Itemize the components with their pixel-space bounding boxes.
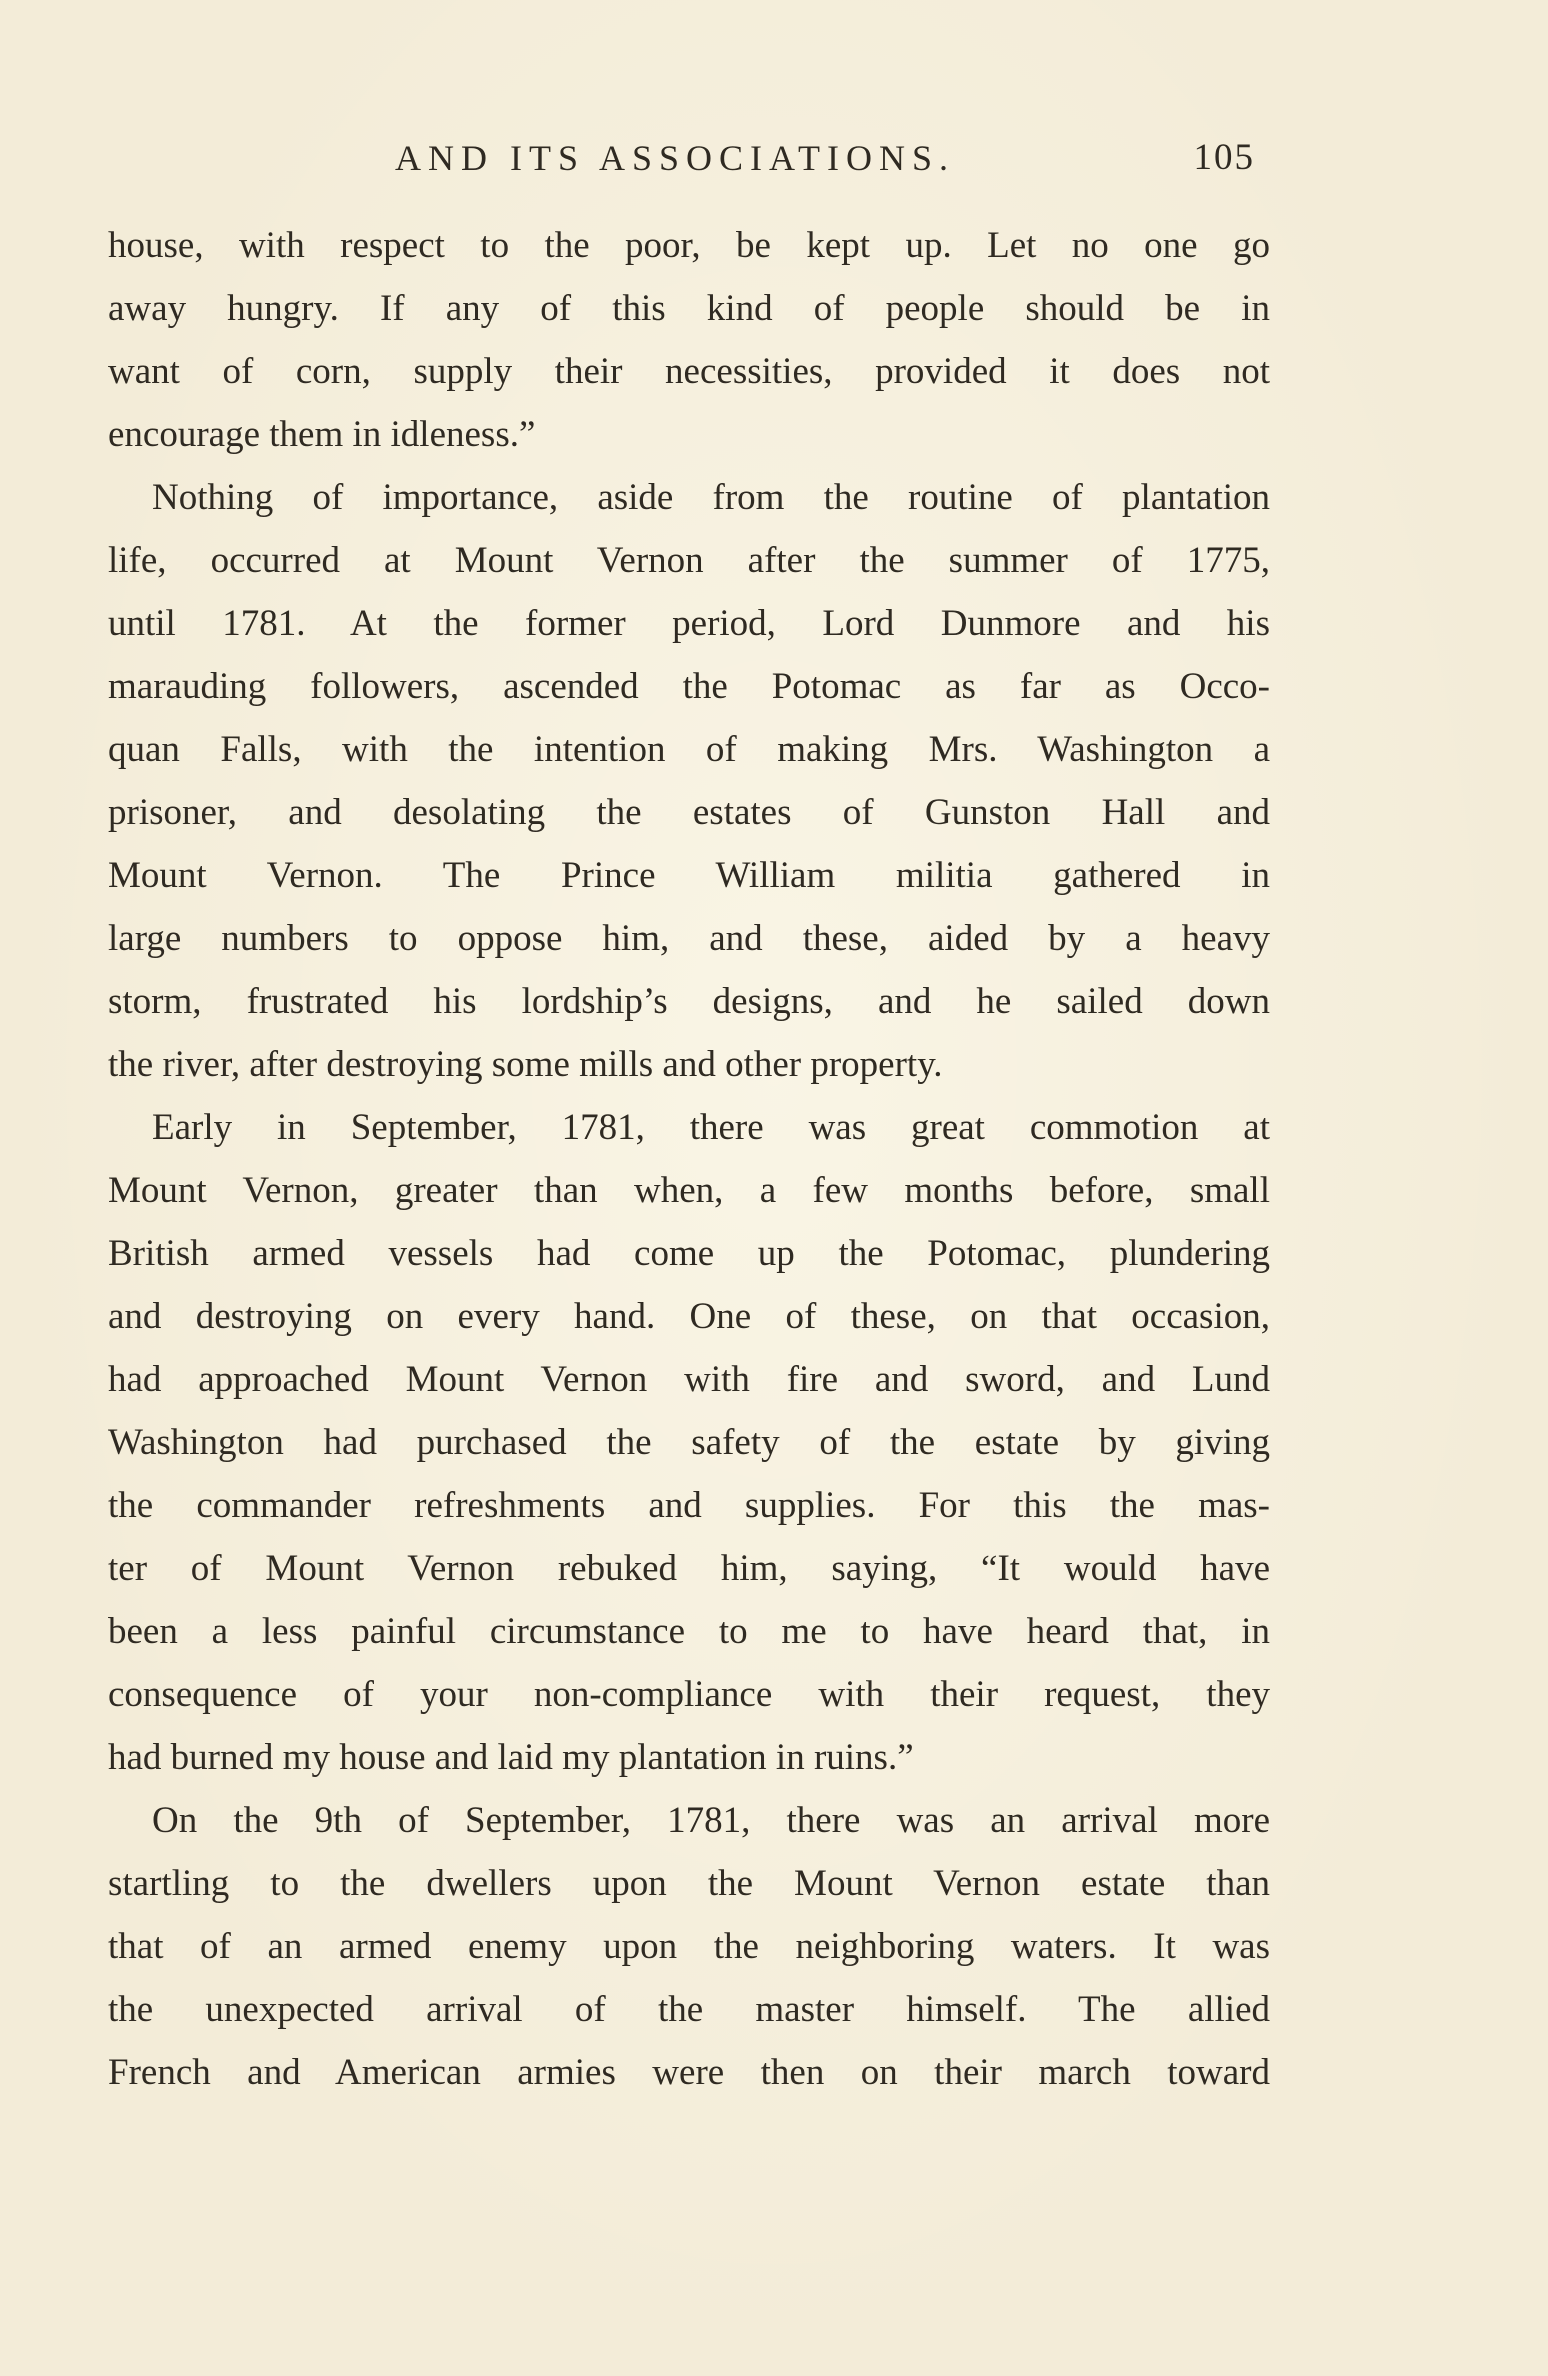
text-line: Mount Vernon. The Prince William militia gathered in (108, 855, 1270, 896)
paragraph-start-line: Nothing of importance, aside from the routine of plantation (152, 477, 1270, 518)
text-line: had approached Mount Vernon with fire and sword, and Lund (108, 1359, 1270, 1400)
text-line: want of corn, supply their necessities, provided it does not (108, 351, 1270, 392)
text-line: the unexpected arrival of the master himself. The allied (108, 1989, 1270, 2030)
paragraph-start-line: On the 9th of September, 1781, there was an arrival more (152, 1800, 1270, 1841)
body-text (108, 214, 1270, 2104)
text-line: encourage them in idleness.” (108, 414, 536, 455)
text-line: marauding followers, ascended the Potomac as far as Occo- (108, 666, 1270, 707)
text-line: been a less painful circumstance to me to have heard that, in (108, 1611, 1270, 1652)
text-line: the river, after destroying some mills and other property. (108, 1044, 943, 1085)
text-line: large numbers to oppose him, and these, aided by a heavy (108, 918, 1270, 959)
text-line: consequence of your non-compliance with their request, they (108, 1674, 1270, 1715)
text-line: had burned my house and laid my plantation in ruins.” (108, 1737, 914, 1778)
text-line: French and American armies were then on their march toward (108, 2052, 1270, 2093)
text-line: storm, frustrated his lordship’s designs, and he sailed down (108, 981, 1270, 1022)
text-line: Washington had purchased the safety of the estate by giving (108, 1422, 1270, 1463)
text-line: startling to the dwellers upon the Mount Vernon estate than (108, 1863, 1270, 1904)
text-line: the commander refreshments and supplies. For this the mas- (108, 1485, 1270, 1526)
text-line: away hungry. If any of this kind of people should be in (108, 288, 1270, 329)
page-header (395, 128, 1255, 188)
text-line: until 1781. At the former period, Lord Dunmore and his (108, 603, 1270, 644)
text-line: Mount Vernon, greater than when, a few months before, small (108, 1170, 1270, 1211)
text-line: quan Falls, with the intention of making Mrs. Washington a (108, 729, 1270, 770)
page-number: 105 (1193, 137, 1255, 178)
text-line: house, with respect to the poor, be kept up. Let no one go (108, 225, 1270, 266)
running-title: AND ITS ASSOCIATIONS. (395, 138, 956, 178)
text-line: ter of Mount Vernon rebuked him, saying, “It would have (108, 1548, 1270, 1589)
text-line: British armed vessels had come up the Potomac, plundering (108, 1233, 1270, 1274)
text-line: prisoner, and desolating the estates of Gunston Hall and (108, 792, 1270, 833)
text-line: that of an armed enemy upon the neighboring waters. It was (108, 1926, 1270, 1967)
text-line: and destroying on every hand. One of these, on that occasion, (108, 1296, 1270, 1337)
text-line: life, occurred at Mount Vernon after the summer of 1775, (108, 540, 1270, 581)
paragraph-start-line: Early in September, 1781, there was great commotion at (152, 1107, 1270, 1148)
